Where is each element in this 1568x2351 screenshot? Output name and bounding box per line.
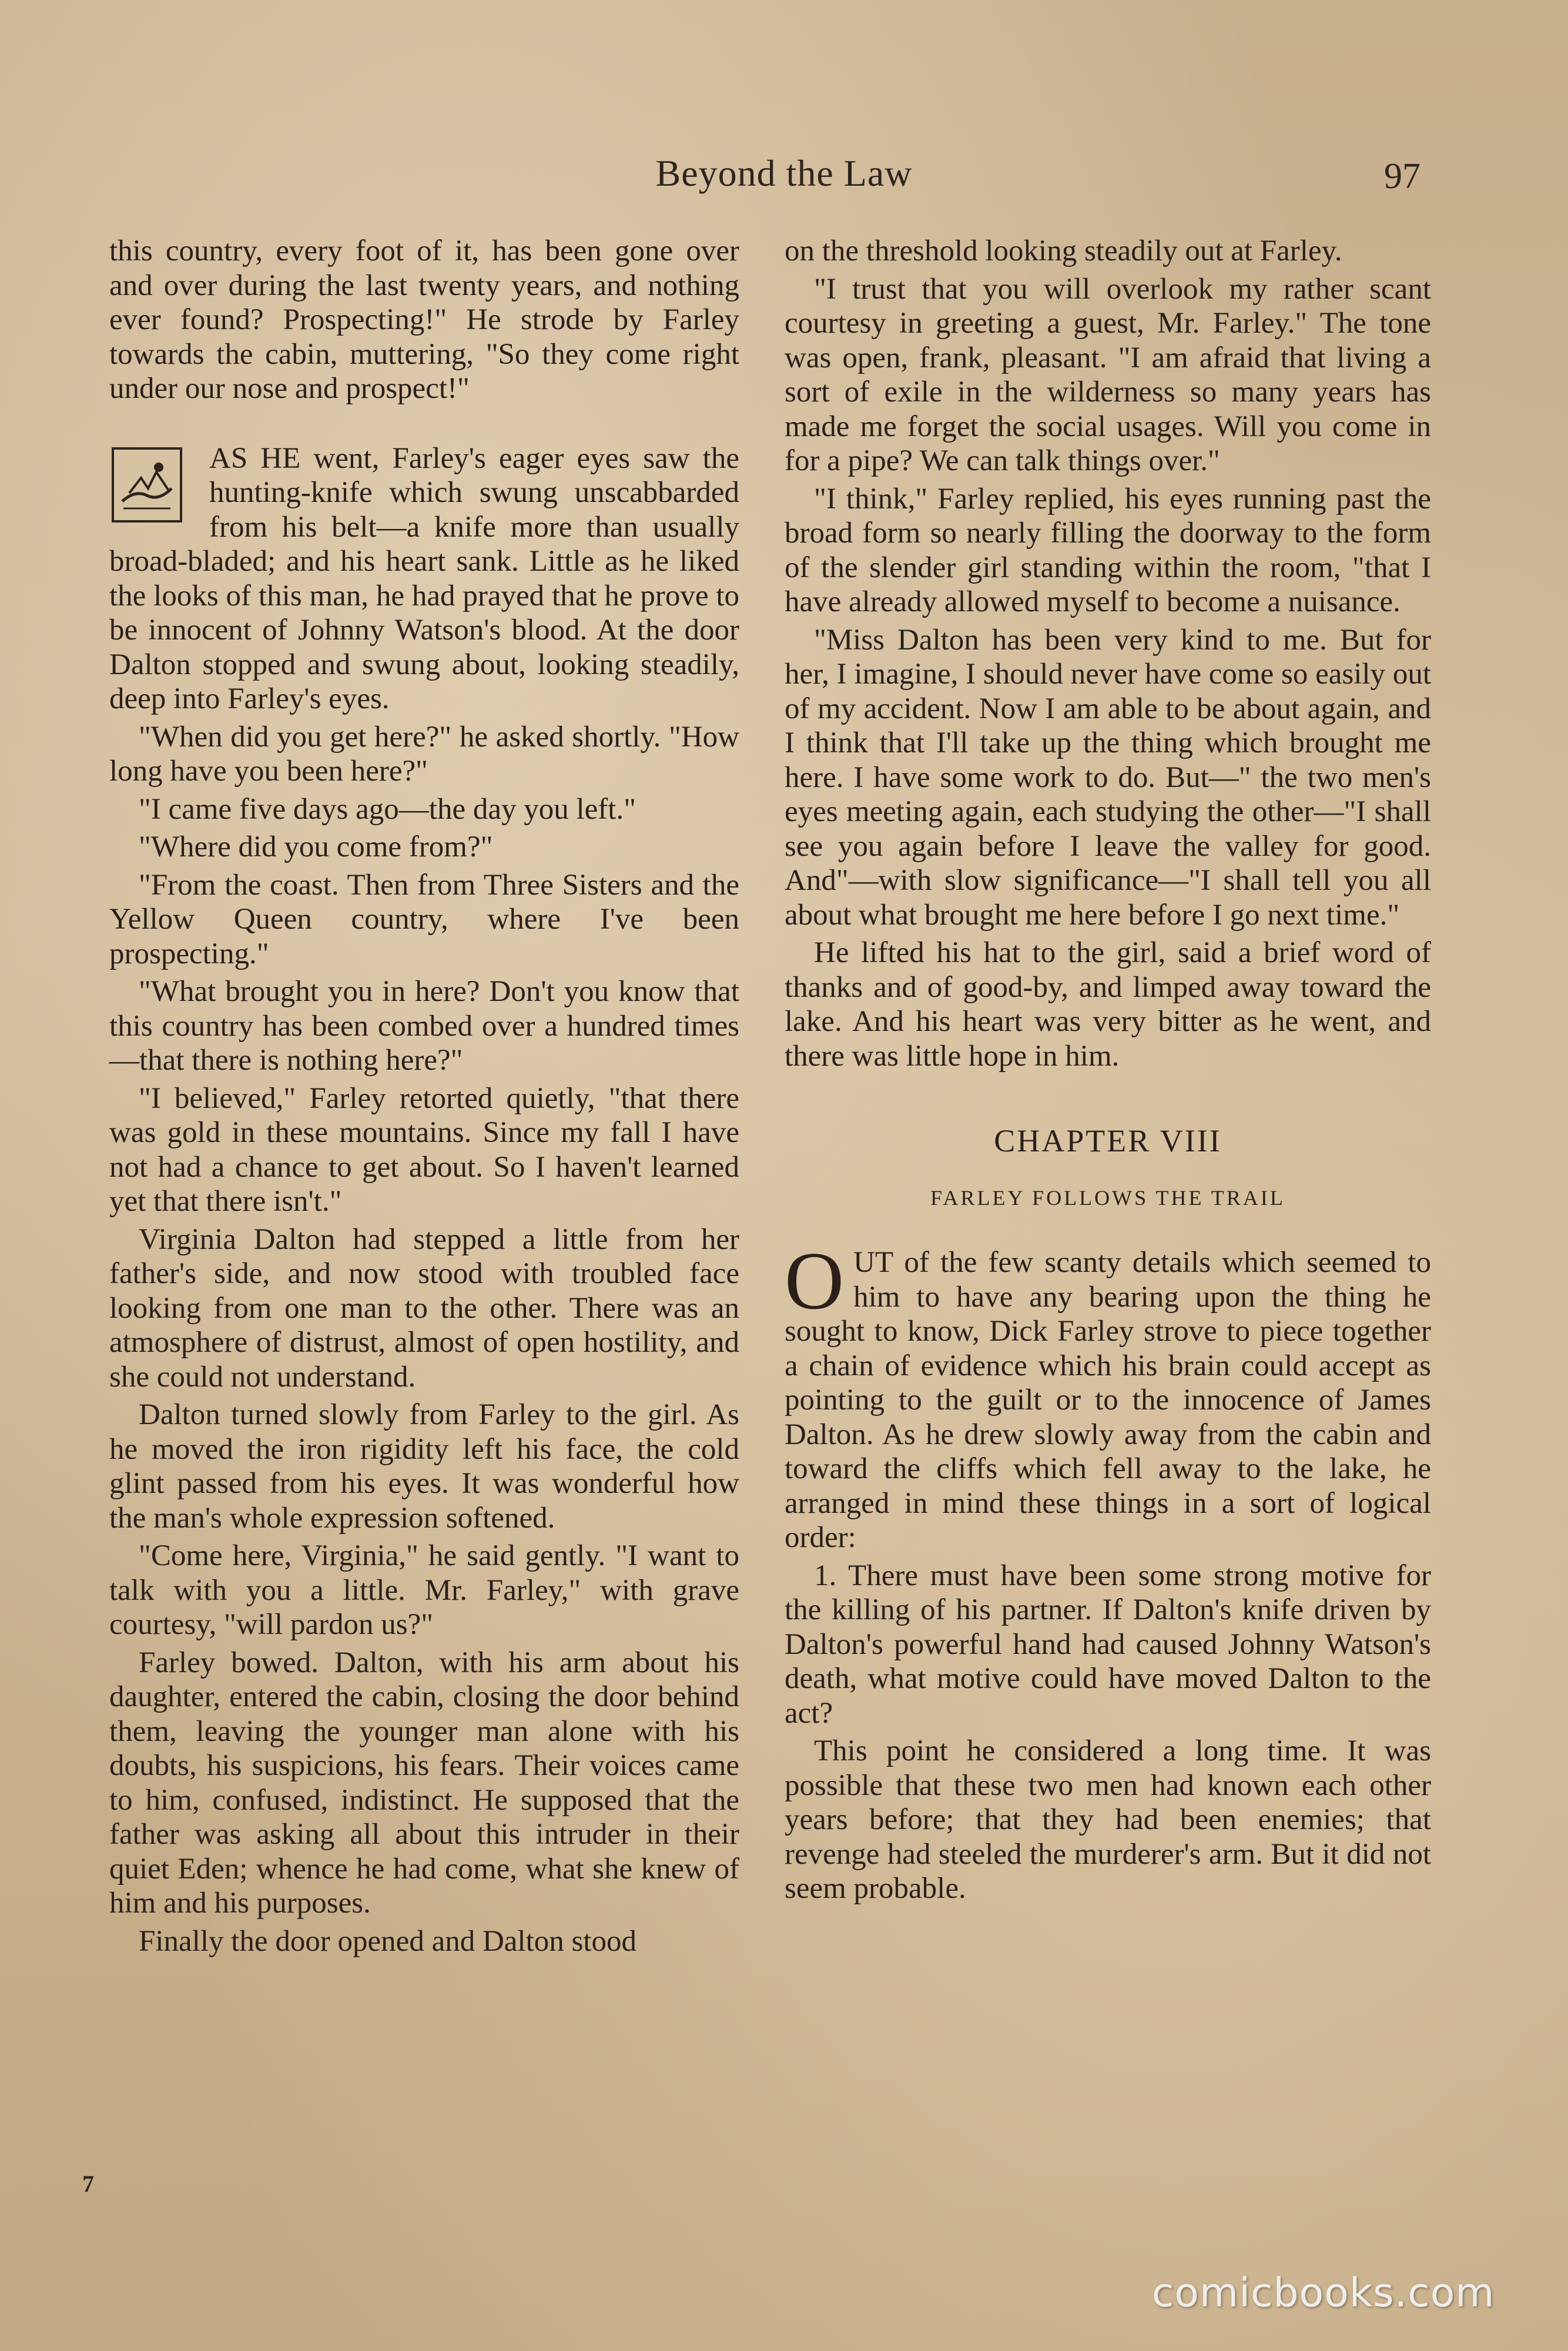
watermark: comicbooks.com: [1152, 2270, 1495, 2316]
paragraph: Farley bowed. Dalton, with his arm about his daughter, entered the cabin, closing the door behind them, leaving the younger man alone with his doubts, his suspicions, his fears. Their voices came to him, confused, indistinct. He supposed that the father was asking all about this intruder in their quiet Eden; whence he had come, what she knew of him and his purposes.: [109, 1646, 739, 1920]
paragraph: "Come here, Virginia," he said gently. "I want to talk with you a little. Mr. Farley," with grave courtesy, "will pardon us?": [109, 1539, 739, 1641]
paragraph: this country, every foot of it, has been gone over and over during the last twenty years, and nothing ever found? Prospecting!" He strode by Farley towards the cabin, muttering, "So they come right under our nose and prospect!": [109, 235, 739, 405]
printer-signature-mark: 7: [82, 2171, 94, 2197]
section-break-paragraph: [109, 441, 739, 716]
right-column: [785, 234, 1431, 1906]
running-title: Beyond the Law: [655, 152, 913, 194]
decorative-illustration-icon: [112, 447, 182, 523]
chapter-subtitle: FARLEY FOLLOWS THE TRAIL: [930, 1185, 1285, 1210]
paragraph: UT of the few scanty details which seemed to him to have any bearing upon the thing he sought to know, Dick Farley strove to piece together a chain of evidence which his brain could accept as pointing to the guilt or to the innocence of James Dalton. As he drew slowly away from the cabin and toward the cliffs which fell away to the lake, he arranged in mind these things in a sort of logical order:: [785, 1246, 1431, 1554]
paragraph: 1. There must have been some strong motive for the killing of his partner. If Dalton's knife driven by Dalton's powerful hand had caused Johnny Watson's death, what motive could have moved Dalton to the act?: [785, 1559, 1431, 1730]
chapter-heading: CHAPTER VIII: [994, 1123, 1222, 1158]
paragraph: "Miss Dalton has been very kind to me. But for her, I imagine, I should never have come so easily out of my accident. Now I am able to be about again, and I think that I'll take up the thing which brought me here. I have some work to do. But—" the two men's eyes meeting again, each studying the other—"I shall see you again before I leave the valley for good. And"—with slow significance—"I shall tell you all about what brought me here before I go next time.": [785, 623, 1431, 932]
left-column: [109, 234, 739, 1958]
paragraph: Finally the door opened and Dalton stood: [139, 1924, 637, 1958]
paragraph: "When did you get here?" he asked shortly. "How long have you been here?": [109, 720, 739, 788]
paragraph: AS HE went, Farley's eager eyes saw the hunting-knife which swung unscabbarded from his belt—a knife more than usually broad-bladed; and his heart sank. Little as he liked the looks of this man, he had prayed that he prove to be innocent of Johnny Watson's blood. At the door Dalton stopped and swung about, looking steadily, deep into Farley's eyes.: [109, 441, 739, 715]
paragraph: "From the coast. Then from Three Sisters and the Yellow Queen country, where I've been prospecting.": [109, 868, 739, 970]
paragraph: This point he considered a long time. It was possible that these two men had known each other years before; that they had been enemies; that revenge had steeled the murderer's arm. But it did not seem probable.: [785, 1734, 1431, 1905]
paragraph: "I believed," Farley retorted quietly, "that there was gold in these mountains. Since my fall I have not had a chance to get about. So I haven't learned yet that there isn't.": [109, 1081, 739, 1218]
paragraph: "What brought you in here? Don't you know that this country has been combed over a hundred times—that there is nothing here?": [109, 975, 739, 1077]
paragraph: on the threshold looking steadily out at Farley.: [785, 235, 1342, 267]
paragraph: "Where did you come from?": [139, 830, 493, 863]
paragraph: Dalton turned slowly from Farley to the girl. As he moved the iron rigidity left his face, the cold glint passed from his eyes. It was wonderful how the man's whole expression softened.: [109, 1398, 739, 1535]
drop-cap-letter: O: [785, 1235, 845, 1327]
chapter-opening-paragraph: [785, 1235, 1431, 1555]
paragraph: "I came five days ago—the day you left.": [139, 792, 636, 826]
paragraph: Virginia Dalton had stepped a little from her father's side, and now stood with troubled face looking from one man to the other. There was an atmosphere of distrust, almost of open hostility, and she could not understand.: [109, 1223, 739, 1394]
paragraph: "I trust that you will overlook my rather scant courtesy in greeting a guest, Mr. Farley." The tone was open, frank, pleasant. "I am afraid that living a sort of exile in the wilderness so many years has made me forget the social usages. Will you come in for a pipe? We can talk things over.": [785, 272, 1431, 477]
paragraph: He lifted his hat to the girl, said a brief word of thanks and of good-by, and limped away toward the lake. And his heart was very bitter as he went, and there was little hope in him.: [785, 936, 1431, 1073]
paragraph: "I think," Farley replied, his eyes running past the broad form so nearly filling the doorway to the form of the slender girl standing within the room, "that I have already allowed myself to become a nuisance.: [785, 482, 1431, 618]
page-number: 97: [1384, 156, 1420, 196]
